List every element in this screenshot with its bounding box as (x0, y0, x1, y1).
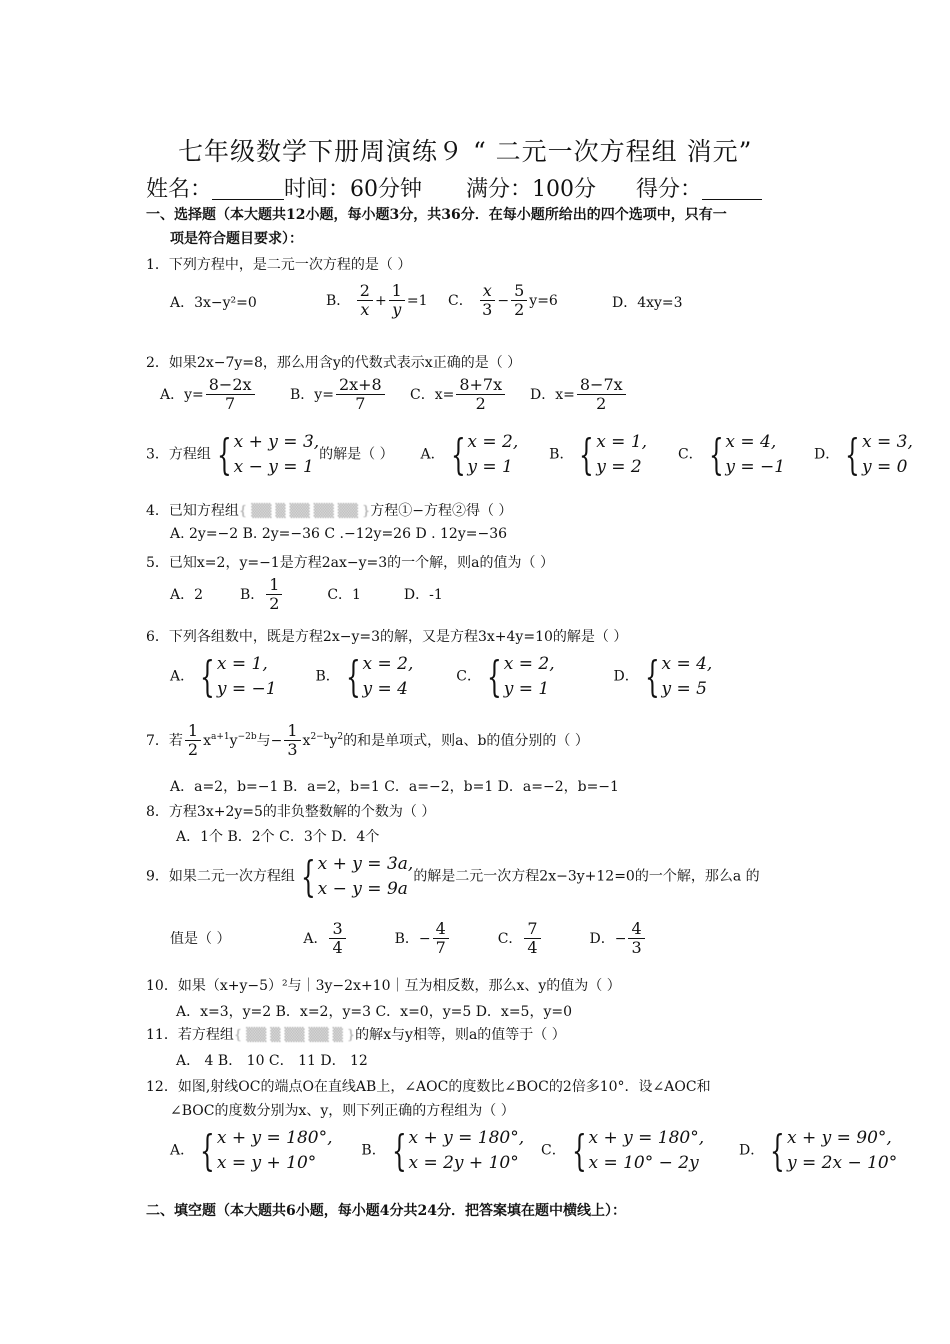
q7-stem (146, 722, 589, 760)
q1-b-tail: =1 (406, 292, 428, 309)
q3-option-c: { x = 4, y = −1 (708, 429, 786, 479)
q1-b-prefix: B． (326, 292, 351, 309)
q5-option-c: C．1 (327, 586, 361, 603)
q6-options (170, 652, 712, 701)
q1-b-den2: y (392, 300, 402, 320)
q1-c-den1: 3 (482, 300, 493, 320)
q3-d-row2: y = 0 (862, 456, 908, 477)
q9-b-den: 7 (435, 938, 446, 958)
q9-d-den: 3 (631, 938, 642, 958)
q4-stem-prefix: 4．已知方程组 (146, 503, 239, 519)
q3-d-label: D． (814, 446, 840, 463)
q7-term2b: y (329, 732, 338, 749)
q7-f2-den: 3 (287, 740, 298, 760)
q11-options: A． 4 B． 10 C． 11 D． 12 (176, 1053, 368, 1069)
q1-option-a: A．3x−y²=0 (170, 295, 257, 311)
q3-option-d: { x = 3, y = 0 (845, 429, 913, 479)
q12-a-row1: x + y = 180°, (216, 1128, 333, 1148)
q4-system-image: { ▒▒ ▒ ▒▒ ▒▒ ▒▒ } (238, 504, 371, 519)
q6-c-row1: x = 2, (503, 654, 555, 674)
q9-d-num: 4 (628, 920, 644, 939)
q2-stem: 2．如果2x−7y=8，那么用含y的代数式表示x正确的是（ ） (146, 355, 522, 371)
q12-option-b: { x + y = 180°, x = 2y + 10° (391, 1125, 525, 1175)
q3-a-row2: y = 1 (467, 456, 513, 477)
q12-c-label: C． (541, 1142, 566, 1159)
section1-title-line1: 一、选择题（本大题共12小题，每小题3分，共36分．在每小题所给出的四个选项中，只有一 (146, 207, 727, 223)
q7-term1b-sup: −2b (237, 731, 257, 742)
student-info-row (146, 172, 762, 203)
q9-a-den: 4 (332, 938, 343, 958)
q9-options (170, 920, 647, 958)
q1-b-num2: 1 (389, 282, 405, 301)
q1-option-b (326, 282, 428, 320)
q9-c-num: 7 (524, 920, 540, 939)
q2-option-d (530, 376, 628, 414)
q3-sys-row2: x − y = 1 (233, 456, 314, 477)
q2-b-prefix: B．y= (290, 386, 334, 403)
q12-c-row1: x + y = 180°, (588, 1128, 705, 1148)
q2-d-prefix: D．x= (530, 386, 575, 403)
q4-stem-suffix: 方程①−方程②得（ ） (370, 503, 513, 519)
q9-b-prefix: B．− (394, 930, 431, 947)
q1-c-prefix: C． (448, 292, 473, 309)
q7-mid: 与− (256, 732, 283, 749)
q7-term2b-sup: 2 (337, 731, 344, 742)
q12-d-label: D． (739, 1142, 765, 1159)
q9-system: { x + y = 3a, x − y = 9a (300, 851, 414, 901)
q2-a-den: 7 (225, 394, 236, 414)
q9-c-den: 4 (527, 938, 538, 958)
q2-d-den: 2 (596, 394, 607, 414)
q6-c-row2: y = 1 (503, 678, 550, 699)
q11-stem (146, 1024, 566, 1044)
q2-option-b (290, 376, 387, 414)
q6-a-row2: y = −1 (216, 678, 277, 699)
q7-term1: x (203, 732, 212, 749)
q12-b-row2: x = 2y + 10° (408, 1152, 519, 1173)
q1-option-c (448, 282, 558, 320)
q6-option-a: { x = 1, y = −1 (200, 651, 277, 701)
q8-options: A．1个 B．2个 C．3个 D．4个 (176, 829, 380, 845)
q3-stem-suffix: 的解是（ ） (319, 446, 394, 463)
q6-stem: 6．下列各组数中，既是方程2x−y=3的解，又是方程3x+4y=10的解是（ ） (146, 629, 628, 645)
q5-b-prefix: B． (239, 586, 265, 603)
q12-d-row1: x + y = 90°, (787, 1128, 892, 1148)
q1-b-den1: x (360, 300, 370, 320)
q12-option-d: { x + y = 90°, y = 2x − 10° (770, 1125, 898, 1175)
q9-sys-row1: x + y = 3a, (317, 854, 414, 874)
q12-c-row2: x = 10° − 2y (588, 1152, 699, 1173)
q12-options (170, 1126, 897, 1175)
q5-b-den: 2 (269, 594, 280, 614)
q2-a-prefix: A．y= (160, 386, 204, 403)
q1-c-num1: x (480, 282, 495, 301)
q9-stem-prefix: 9．如果二元一次方程组 (146, 868, 295, 885)
q2-c-num: 8+7x (456, 376, 505, 395)
q1-c-tail: y=6 (529, 292, 558, 309)
q12-a-row2: x = y + 10° (216, 1152, 317, 1173)
q3-b-row2: y = 2 (596, 456, 642, 477)
q2-b-den: 7 (355, 394, 366, 414)
q5-options (170, 576, 443, 614)
q6-b-row1: x = 2, (362, 654, 414, 674)
q3-row (146, 430, 913, 479)
q3-a-row1: x = 2, (467, 432, 519, 452)
q6-d-row2: y = 5 (661, 678, 707, 699)
q2-option-c (410, 376, 507, 414)
q6-a-row1: x = 1, (216, 654, 268, 674)
q3-c-row1: x = 4, (725, 432, 777, 452)
q2-d-num: 8−7x (577, 376, 626, 395)
name-blank[interactable] (212, 179, 284, 200)
q6-b-row2: y = 4 (362, 678, 408, 699)
q6-d-row1: x = 4, (661, 654, 713, 674)
q5-option-d: D．-1 (403, 586, 443, 603)
q10-stem: 10．如果（x+y−5）²与｜3y−2x+10｜互为相反数，那么x、y的值为（ ） (146, 978, 621, 994)
q9-stem (146, 852, 760, 901)
q7-term1-sup: a+1 (211, 731, 230, 742)
q1-c-minus: − (497, 292, 510, 309)
q1-b-plus: + (374, 292, 387, 309)
q7-stem-suffix: 的和是单项式，则a、b的值分别的（ ） (343, 732, 589, 749)
q7-options: A．a=2，b=−1 B．a=2，b=1 C．a=−2，b=1 D．a=−2，b=−1 (170, 779, 619, 795)
q11-system-image: { ▒▒ ▒ ▒▒ ▒▒ ▒ } (233, 1028, 356, 1043)
q9-d-prefix: D．− (589, 930, 627, 947)
q7-term1b: y (229, 732, 238, 749)
q12-option-a: { x + y = 180°, x = y + 10° (200, 1125, 333, 1175)
q3-c-label: C． (677, 446, 703, 463)
q12-b-label: B． (361, 1142, 386, 1159)
q12-option-c: { x + y = 180°, x = 10° − 2y (571, 1125, 705, 1175)
q9-b-num: 4 (433, 920, 449, 939)
score-label: 得分： (636, 177, 703, 202)
q1-b-num1: 2 (357, 282, 373, 301)
q3-sys-row1: x + y = 3, (233, 432, 320, 452)
q12-stem-line2: ∠BOC的度数分别为x、y，则下列正确的方程组为（ ） (170, 1103, 515, 1119)
q1-option-d: D．4xy=3 (612, 295, 683, 311)
q3-stem-prefix: 3．方程组 (146, 446, 211, 463)
name-label: 姓名： (146, 177, 213, 202)
q9-line2-prefix: 值是（ ） (170, 930, 231, 947)
q6-option-b: { x = 2, y = 4 (345, 651, 414, 701)
q12-b-row1: x + y = 180°, (408, 1128, 525, 1148)
q7-stem-prefix: 7．若 (146, 732, 183, 749)
q7-f2-num: 1 (284, 722, 300, 741)
q1-c-num2: 5 (511, 282, 527, 301)
q11-stem-prefix: 11．若方程组 (146, 1027, 234, 1043)
q3-option-a: { x = 2, y = 1 (450, 429, 519, 479)
time-label: 时间：60分钟 (284, 177, 423, 202)
score-blank[interactable] (702, 179, 762, 200)
q3-a-label: A． (420, 446, 445, 463)
q3-d-row1: x = 3, (862, 432, 913, 452)
q3-b-row1: x = 1, (596, 432, 648, 452)
q9-sys-row2: x − y = 9a (317, 878, 408, 899)
q6-b-label: B． (315, 668, 340, 685)
q12-stem-line1: 12．如图,射线OC的端点O在直线AB上，∠AOC的度数比∠BOC的2倍多10°．设∠AOC和 (146, 1079, 711, 1095)
q5-b-num: 1 (266, 576, 282, 595)
q3-b-label: B． (549, 446, 574, 463)
full-score-label: 满分：100分 (466, 177, 597, 202)
q1-c-den2: 2 (514, 300, 525, 320)
q3-c-row2: y = −1 (725, 456, 786, 477)
q4-options: A. 2y=−2 B. 2y=−36 C .−12y=26 D . 12y=−36 (170, 526, 508, 542)
q9-a-num: 3 (329, 920, 345, 939)
q7-f1-den: 2 (187, 740, 199, 760)
q2-b-num: 2x+8 (336, 376, 385, 395)
q4-stem (146, 500, 512, 520)
section2-title: 二、填空题（本大题共6小题，每小题4分共24分．把答案填在题中横线上）： (146, 1203, 626, 1219)
q7-term2: x (302, 732, 311, 749)
q1-stem: 1．下列方程中，是二元一次方程的是（ ） (146, 257, 412, 273)
q3-system: { x + y = 3, x − y = 1 (216, 429, 320, 479)
q5-stem: 5．已知x=2，y=−1是方程2ax−y=3的一个解，则a的值为（ ） (146, 555, 554, 571)
q10-options: A．x=3，y=2 B．x=2，y=3 C．x=0，y=5 D．x=5，y=0 (176, 1004, 573, 1020)
q2-c-prefix: C．x= (410, 386, 455, 403)
page-title: 七年级数学下册周演练９ “ 二元一次方程组 消元” (178, 137, 753, 166)
q9-stem-suffix: 的解是二元一次方程2x−3y+12=0的一个解，那么a 的 (413, 868, 760, 885)
q6-c-label: C． (456, 668, 481, 685)
q6-option-c: { x = 2, y = 1 (487, 651, 555, 701)
q2-c-den: 2 (475, 394, 486, 414)
q8-stem: 8．方程3x+2y=5的非负整数解的个数为（ ） (146, 804, 436, 820)
section1-title-line2: 项是符合题目要求）： (170, 231, 303, 247)
q7-f1-num: 1 (185, 722, 201, 741)
q5-option-a: A．2 (170, 586, 204, 603)
q7-term2-sup: 2−b (310, 731, 330, 742)
q12-d-row2: y = 2x − 10° (787, 1152, 898, 1173)
q11-stem-suffix: 的解x与y相等，则a的值等于（ ） (355, 1027, 566, 1043)
q6-option-d: { x = 4, y = 5 (644, 651, 713, 701)
q6-d-label: D． (613, 668, 639, 685)
q2-a-num: 8−2x (206, 376, 255, 395)
q9-a-prefix: A． (303, 930, 328, 947)
q2-option-a (160, 376, 257, 414)
q9-c-prefix: C． (497, 930, 523, 947)
q6-a-label: A． (170, 668, 195, 685)
q3-option-b: { x = 1, y = 2 (579, 429, 648, 479)
q12-a-label: A． (170, 1142, 195, 1159)
